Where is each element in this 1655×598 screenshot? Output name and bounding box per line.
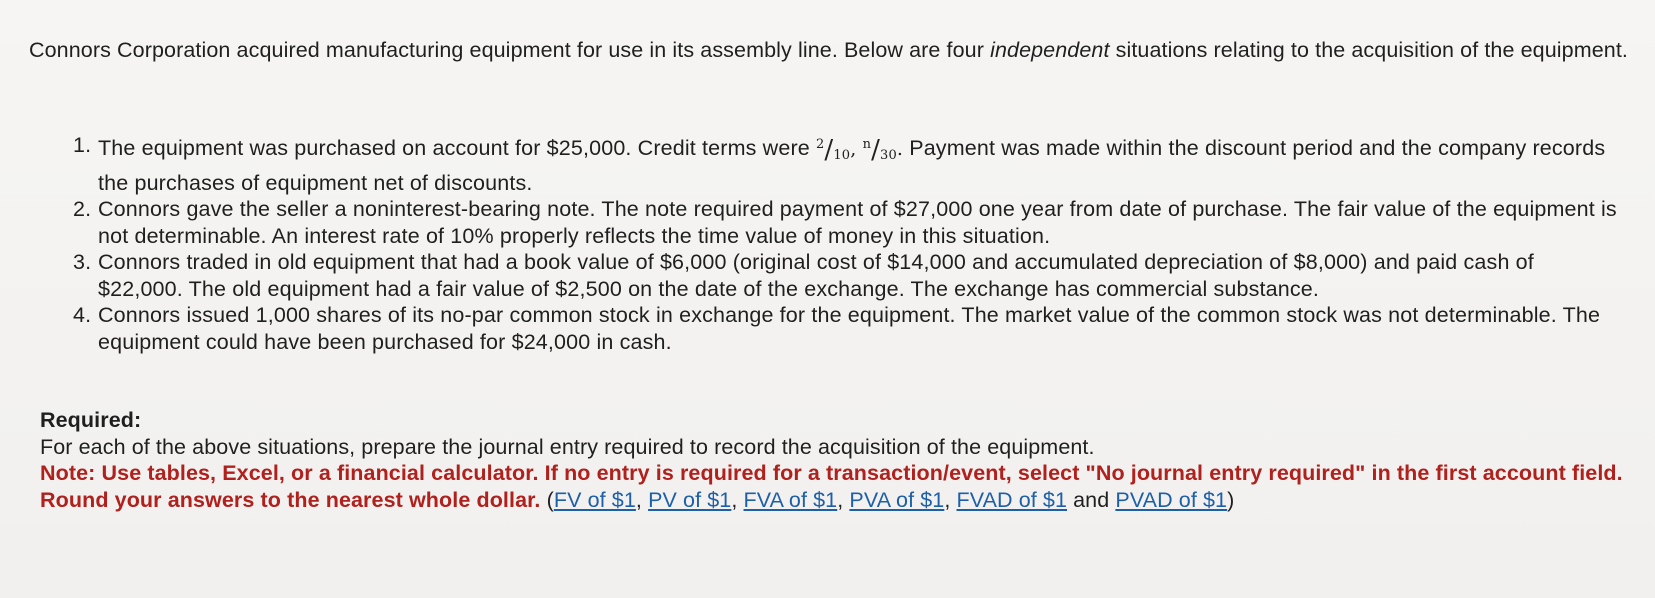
situation-item-2 (60, 196, 1620, 249)
terms-separator: , (850, 138, 863, 160)
situation-text-after: Payment was made within the discount period and the company records the purchases of equipment net of discounts. (98, 136, 1606, 195)
situation-number: 2. (73, 197, 92, 221)
situation-number: 4. (73, 303, 92, 327)
fv-table-link[interactable]: FV of $1 (553, 487, 636, 512)
situation-text: Connors traded in old equipment that had a book value of $6,000 (original cost of $14,000 and accumulated depreciation of $8,000) and paid cash of $22,000. The old equipment had a fair value of $2,500 on the date of the exchange. The exchange has commercial substance. (98, 250, 1534, 301)
intro-text-after: situations relating to the acquisition of the equipment. (1109, 38, 1628, 62)
intro-text-before: Connors Corporation acquired manufacturing equipment for use in its assembly line. Below are four (29, 38, 991, 62)
intro-paragraph (29, 36, 1629, 64)
discount-days: 10 (833, 148, 851, 163)
situation-item-4 (60, 302, 1620, 355)
net-days: 30 (880, 148, 897, 163)
credit-terms: $^2/_{10}$, $^n/_{30}$. (816, 135, 904, 165)
net-label: n (862, 137, 872, 152)
situation-item-3 (60, 249, 1620, 302)
required-instruction: For each of the above situations, prepare the journal entry required to record the acquisition of the equipment. (40, 434, 1095, 459)
pvad-table-link[interactable]: PVAD of $1 (1115, 487, 1228, 512)
situation-item-1 (60, 132, 1620, 196)
required-heading: Required: (40, 408, 142, 432)
situation-text: Connors issued 1,000 shares of its no-par common stock in exchange for the equipment. The market value of the common stock was not determinable. The equipment could have been purchased for $24,000 in cash. (98, 303, 1601, 354)
open-paren: ( (546, 487, 554, 512)
situations-list (60, 132, 1620, 355)
required-section (40, 407, 1630, 513)
situation-number: 1. (73, 133, 92, 157)
pv-table-link[interactable]: PV of $1 (648, 487, 732, 512)
fvad-table-link[interactable]: FVAD of $1 (956, 487, 1068, 512)
situation-number: 3. (73, 250, 92, 274)
pva-table-link[interactable]: PVA of $1 (849, 487, 945, 512)
note-text: Note: Use tables, Excel, or a financial calculator. If no entry is required for a transaction/event, select "No journal entry required" in the first account field. Round your answers to the nearest whole dollar. (40, 461, 1623, 512)
and-word: and (1067, 487, 1116, 512)
note-paragraph: Note: Use tables, Excel, or a financial calculator. If no entry is required for a transaction/event, select "No journal entry required" in the first account field. Round your answers to the nearest whole dollar. (FV of $1, PV of $1, FVA of $1, PVA of $1, FVAD of $1 and PVAD of $1) (40, 461, 1623, 512)
discount-percent: 2 (816, 137, 825, 152)
intro-emphasis: independent (990, 38, 1110, 62)
situation-text: Connors gave the seller a noninterest-bearing note. The note required payment of $27,000 one year from date of purchase. The fair value of the equipment is not determinable. An interest rate of 10% properly reflects the time value of money in this situation. (98, 197, 1617, 248)
terms-trailing: . (896, 138, 904, 160)
situation-text-before: The equipment was purchased on account for $25,000. Credit terms were (98, 136, 816, 160)
fva-table-link[interactable]: FVA of $1 (743, 487, 838, 512)
close-paren: ) (1227, 487, 1235, 512)
